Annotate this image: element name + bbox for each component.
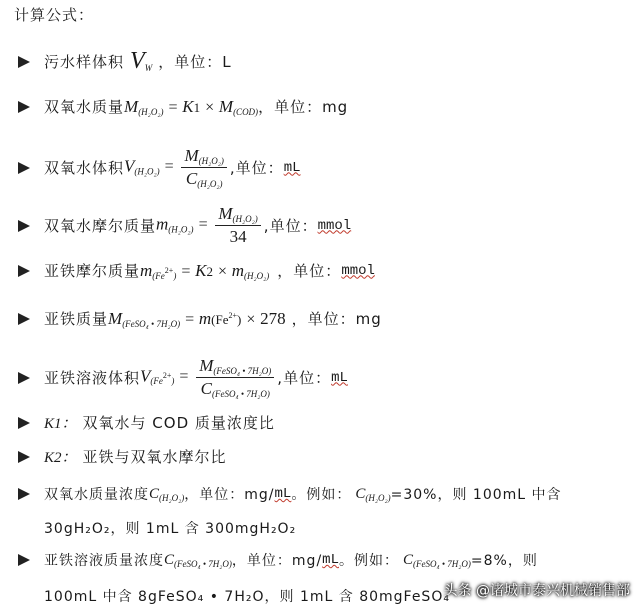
unit-text: ，单位：L [158,53,232,71]
formula-label: 亚铁摩尔质量 [44,262,141,280]
arrow-bullet-icon [18,101,30,113]
formula-label: 双氧水体积 [44,159,125,177]
symbol-k2: K2： [44,450,77,466]
formula-row-h2o2-volume [18,146,301,189]
unit-prefix: ,单位： [263,217,318,235]
formula-row-fe-conc [18,550,538,570]
symbol-k1: K1： [44,416,77,432]
definition-text: 亚铁与双氧水摩尔比 [82,448,227,466]
unit-value: mL [322,552,339,568]
unit-value: mL [274,486,292,502]
formula-label: 双氧水质量 [44,98,125,116]
formula-row-h2o2-mass [18,96,348,117]
formula-expression: $M_{(FeSO_4 • 7H_2O)} = m(Fe^{2+}) \times 278$ [108,308,286,329]
arrow-bullet-icon [18,372,30,384]
formula-expression: $V_{(H_2O_2)}$ = $\frac{M_{(H_2O_2)}}{C_{(H_2O_2)}}$ [124,146,230,189]
formula-symbol: $C_{(H_2O_2)}$ [355,485,391,503]
formula-vw: $V_W$ [130,48,153,74]
definition-text: 双氧水与 COD 质量浓度比 [82,414,275,432]
watermark: 头条 @诸城市泰兴机械销售部 [443,583,630,599]
arrow-bullet-icon [18,554,30,566]
h2o2-conc-continuation: 30gH₂O₂，则 1mL 含 300mgH₂O₂ [44,521,297,537]
formula-symbol: $C_{(H_2O_2)}$ [149,485,185,503]
formula-expression: $M_{(H_2O_2)} = K1 \times M_{(COD)}$ [124,96,259,117]
formula-row-fe-volume [18,356,348,399]
formula-row-fe-molar [18,260,375,281]
example-prefix: 。例如： [338,553,399,569]
unit-prefix: ，单位：mg/ [231,553,323,569]
example-value: =8%，则 [470,553,538,569]
arrow-bullet-icon [18,265,30,277]
unit-text: ，单位：mg [258,98,349,116]
unit-prefix: ,单位： [277,369,332,387]
formula-symbol: $C_{(FeSO_4 • 7H_2O)}$ [164,551,232,569]
formula-label: 亚铁溶液体积 [44,369,141,387]
formula-label: 亚铁质量 [44,310,109,328]
formula-expression: $m_{(Fe2+)} = K2 \times m_{(H_2O_2)}$ [140,260,270,281]
formula-row-k1 [18,412,275,433]
arrow-bullet-icon [18,488,30,500]
factor: 278 [260,308,286,328]
formula-row-h2o2-conc [18,484,562,504]
formula-row-k2 [18,446,227,467]
unit-text: ，单位：mg [291,310,382,328]
formula-expression: $V_{(Fe2+)}$ = $\frac{M_{(FeSO_4 • 7H_2O)}}{C_{(FeSO_4 • 7H_2O)}}$ [140,356,277,399]
formula-label: 污水样体积 [44,53,125,71]
formula-row-fe-mass [18,308,382,329]
arrow-bullet-icon [18,313,30,325]
document-heading: 计算公式： [14,6,95,24]
unit-prefix: ,单位： [229,159,284,177]
formula-label: 亚铁溶液质量浓度 [44,553,164,569]
denominator: 34 [229,227,247,246]
formula-label: 双氧水摩尔质量 [44,217,157,235]
arrow-bullet-icon [18,417,30,429]
example-value: =30%，则 100mL 中含 [390,487,562,503]
formula-symbol: $C_{(FeSO_4 • 7H_2O)}$ [402,551,471,569]
fe-conc-continuation: 100mL 中含 8gFeSO₄ • 7H₂O，则 1mL 含 80mgFeSO₄ [44,589,450,605]
unit-prefix: ，单位： [277,262,342,280]
arrow-bullet-icon [18,220,30,232]
arrow-bullet-icon [18,162,30,174]
formula-row-wastewater-volume [18,48,232,75]
unit-value: mmol [341,262,375,279]
unit-prefix: ，单位：mg/ [184,487,275,503]
unit-value: mL [331,369,348,386]
formula-label: 双氧水质量浓度 [44,487,149,503]
formula-expression: $m_{(H_2O_2)}$ = $\frac{M_{(H_2O_2)}}{34}$ [156,204,264,247]
arrow-bullet-icon [18,56,30,68]
unit-value: mL [283,159,301,176]
formula-row-h2o2-molar [18,204,351,247]
example-prefix: 。例如： [291,487,352,503]
arrow-bullet-icon [18,451,30,463]
unit-value: mmol [317,217,352,234]
